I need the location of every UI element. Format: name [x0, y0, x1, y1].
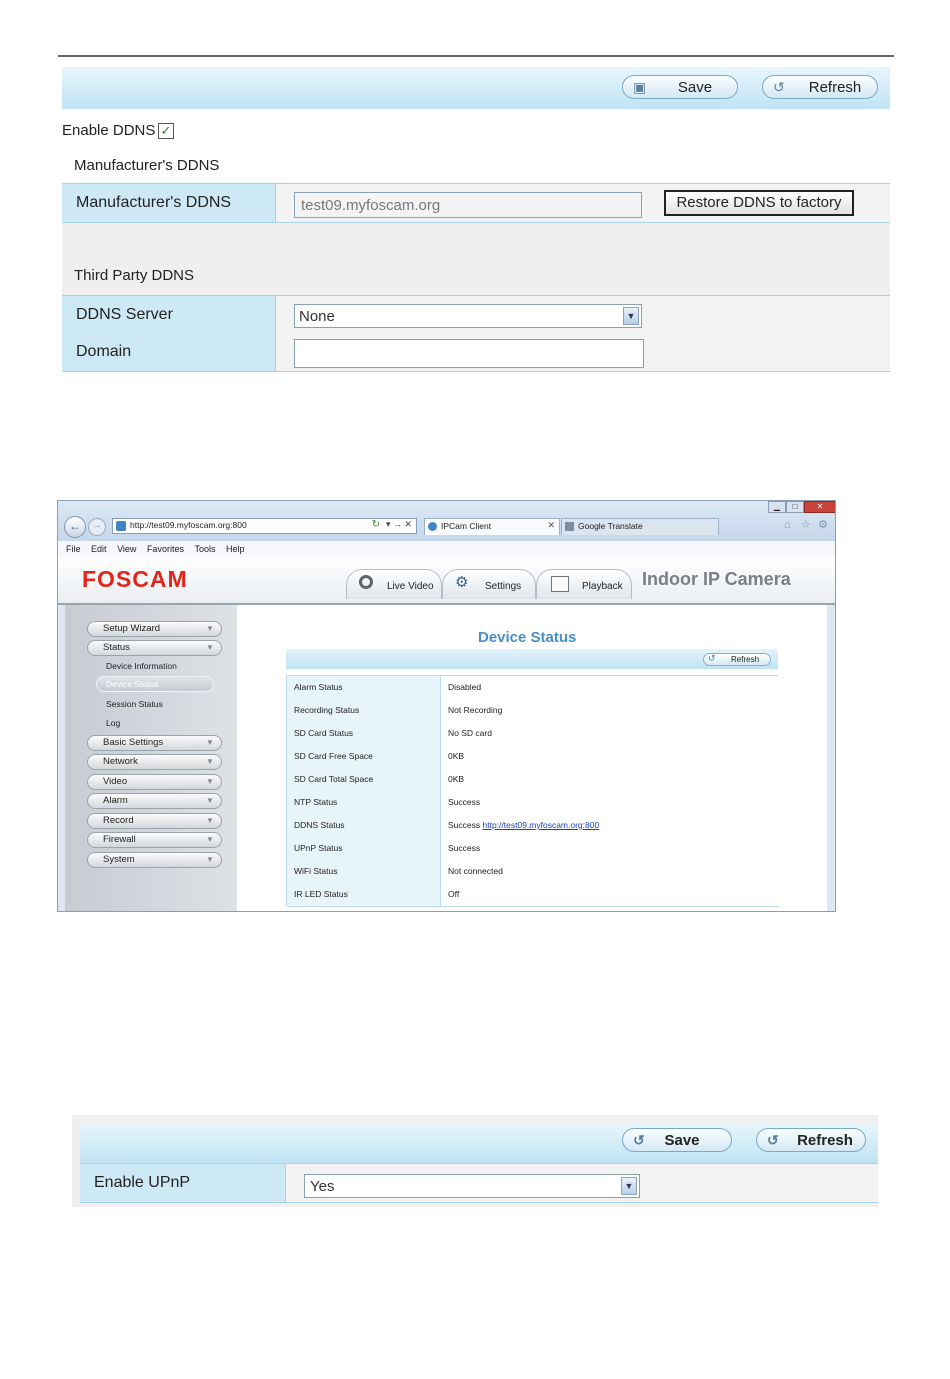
domain-row [62, 333, 890, 372]
enable-upnp-value: Yes [310, 1178, 335, 1195]
page-top-rule [58, 55, 894, 57]
sidebar-sub-session-status[interactable]: Session Status [106, 699, 163, 709]
close-window-button[interactable]: ✕ [804, 501, 836, 513]
status-key: WiFi Status [287, 860, 441, 883]
chevron-down-icon: ▼ [206, 796, 214, 805]
chevron-down-icon: ▼ [206, 624, 214, 633]
page-icon [116, 521, 126, 531]
save-label: Save [677, 78, 713, 96]
sidebar-item-setup-wizard[interactable] [87, 621, 222, 637]
sidebar-label: Alarm [103, 795, 128, 806]
refresh-icon: ↺ [767, 1132, 779, 1148]
sidebar-label: Basic Settings [103, 737, 164, 748]
device-status-title: Device Status [478, 629, 577, 646]
camera-icon [359, 575, 373, 589]
nav-settings[interactable] [442, 569, 536, 599]
manufacturer-ddns-field[interactable]: test09.myfoscam.org [294, 192, 642, 218]
enable-upnp-select[interactable] [304, 1174, 640, 1198]
table-row [287, 722, 779, 746]
status-key: SD Card Total Space [287, 768, 441, 791]
chevron-down-icon: ▼ [206, 757, 214, 766]
chevron-down-icon: ▼ [206, 816, 214, 825]
upnp-refresh-label: Refresh [797, 1131, 853, 1149]
forward-button[interactable]: → [88, 518, 106, 536]
chevron-down-icon: ▼ [206, 738, 214, 747]
sidebar-label: Setup Wizard [103, 623, 161, 634]
product-title: Indoor IP Camera [642, 569, 791, 589]
enable-upnp-label: Enable UPnP [80, 1164, 286, 1202]
refresh-icon: ↺ [773, 79, 785, 95]
save-icon: ↺ [633, 1132, 645, 1148]
sidebar-item-alarm[interactable] [87, 793, 222, 809]
status-key: DDNS Status [287, 814, 441, 837]
status-value-with-link [448, 814, 599, 837]
table-row [287, 699, 779, 723]
status-key: NTP Status [287, 791, 441, 814]
domain-label: Domain [62, 333, 276, 371]
refresh-label: Refresh [808, 78, 862, 96]
tab-ipcam-label: IPCam Client [441, 521, 492, 531]
sidebar-sub-log[interactable]: Log [106, 718, 121, 728]
sidebar-label: Video [103, 776, 128, 787]
foscam-logo: FOSCAM [82, 566, 188, 592]
sidebar-item-status[interactable] [87, 640, 222, 656]
address-bar[interactable] [112, 518, 417, 534]
table-row [287, 860, 779, 884]
sidebar-label: Network [103, 756, 138, 767]
browser-window [57, 500, 836, 912]
tab-close-icon[interactable]: ✕ [547, 520, 555, 530]
status-value: 0KB [448, 751, 465, 761]
home-icon[interactable]: ⌂ [784, 519, 791, 531]
ddns-url-link[interactable]: http://test09.myfoscam.org:800 [482, 820, 600, 830]
menu-file[interactable]: File [66, 544, 81, 554]
sidebar-item-record[interactable] [87, 813, 222, 829]
ddns-server-label: DDNS Server [62, 296, 276, 334]
menu-bar [58, 541, 836, 557]
foscam-header [58, 557, 836, 603]
save-button[interactable] [622, 75, 738, 99]
ddns-panel [62, 67, 890, 372]
enable-ddns-checkbox[interactable]: ✓ [158, 123, 174, 139]
enable-ddns-row [62, 109, 890, 141]
tab-ipcam-client[interactable] [424, 518, 560, 535]
sidebar-label: System [103, 854, 135, 865]
gear-icon[interactable]: ⚙ [818, 519, 828, 531]
upnp-refresh-button[interactable] [756, 1128, 866, 1152]
table-row [287, 837, 779, 861]
sidebar-sub-device-information[interactable]: Device Information [106, 661, 177, 671]
minimize-button[interactable]: ▁ [768, 501, 786, 513]
stop-icon[interactable]: ▾ → ✕ [385, 519, 412, 529]
manufacturer-heading: Manufacturer's DDNS [74, 157, 220, 174]
save-icon: ▣ [633, 79, 647, 95]
film-icon [551, 576, 569, 592]
status-key: SD Card Status [287, 722, 441, 745]
sidebar-sub-label: Device Status [106, 679, 159, 689]
ddns-server-value: None [299, 308, 335, 325]
tab-translate-label: Google Translate [578, 521, 643, 531]
tab-google-translate[interactable] [561, 518, 719, 535]
sidebar-label: Record [103, 815, 134, 826]
favorites-star-icon[interactable]: ☆ [801, 519, 811, 531]
maximize-button[interactable]: □ [786, 501, 804, 513]
chevron-down-icon[interactable]: ▼ [623, 307, 639, 325]
menu-help[interactable]: Help [226, 544, 245, 554]
chevron-down-icon: ▼ [206, 643, 214, 652]
device-status-content [237, 605, 827, 912]
menu-edit[interactable]: Edit [91, 544, 107, 554]
menu-favorites[interactable]: Favorites [146, 544, 184, 554]
device-status-refresh-label: Refresh [731, 655, 760, 664]
chevron-down-icon[interactable]: ▼ [621, 1177, 637, 1195]
status-key: UPnP Status [287, 837, 441, 860]
sidebar-item-network[interactable] [87, 754, 222, 770]
manufacturer-ddns-label: Manufacturer's DDNS [62, 184, 276, 222]
nav-live-video-label: Live Video [387, 581, 434, 592]
status-value: Success [448, 820, 481, 830]
table-row [287, 768, 779, 792]
chevron-down-icon: ▼ [206, 855, 214, 864]
status-value: Disabled [448, 682, 482, 692]
chevron-down-icon: ▼ [206, 777, 214, 786]
nav-live-video[interactable] [346, 569, 442, 599]
menu-tools[interactable]: Tools [194, 544, 216, 554]
status-key: Alarm Status [287, 676, 441, 699]
status-key: Recording Status [287, 699, 441, 722]
device-status-refresh-button[interactable] [703, 653, 771, 666]
status-value: Success [448, 797, 481, 807]
table-row [287, 791, 779, 815]
sidebar-item-firewall[interactable] [87, 832, 222, 848]
reload-icon[interactable]: ↻ [371, 519, 380, 530]
device-status-table [286, 675, 778, 906]
upnp-save-label: Save [664, 1131, 700, 1149]
back-button[interactable]: ← [64, 516, 86, 538]
settings-gear-icon: ⚙ [455, 574, 469, 591]
sidebar-label: Status [103, 642, 130, 653]
table-row [287, 676, 779, 700]
status-value: No SD card [448, 728, 492, 738]
table-row [287, 814, 779, 838]
status-key: SD Card Free Space [287, 745, 441, 768]
nav-settings-label: Settings [485, 581, 522, 592]
upnp-save-button[interactable] [622, 1128, 732, 1152]
nav-playback[interactable] [536, 569, 632, 599]
translate-icon [565, 522, 574, 531]
sidebar-item-basic-settings[interactable] [87, 735, 222, 751]
sidebar-item-video[interactable] [87, 774, 222, 790]
manufacturer-ddns-row [62, 183, 890, 223]
status-value: Success [448, 843, 481, 853]
refresh-icon: ↺ [708, 653, 716, 663]
refresh-button[interactable] [762, 75, 878, 99]
restore-ddns-button[interactable]: Restore DDNS to factory [664, 190, 854, 216]
status-value: Not Recording [448, 705, 503, 715]
sidebar-sub-device-status[interactable] [96, 676, 214, 692]
ddns-server-row [62, 295, 890, 335]
upnp-panel [72, 1115, 878, 1207]
tab-page-icon [428, 522, 437, 531]
chevron-down-icon: ▼ [206, 835, 214, 844]
enable-upnp-row [80, 1163, 878, 1203]
status-value: Off [448, 889, 460, 899]
domain-input[interactable] [294, 339, 644, 368]
status-value: 0KB [448, 774, 465, 784]
table-row [287, 745, 779, 769]
sidebar-label: Firewall [103, 834, 136, 845]
nav-playback-label: Playback [582, 581, 623, 592]
status-key: IR LED Status [287, 883, 441, 906]
sidebar [65, 605, 237, 912]
sidebar-item-system[interactable] [87, 852, 222, 868]
ddns-server-select[interactable] [294, 304, 642, 328]
status-value: Not connected [448, 866, 503, 876]
url-text: http://test09.myfoscam.org:800 [130, 520, 247, 530]
third-party-heading: Third Party DDNS [74, 267, 195, 284]
menu-view[interactable]: View [117, 544, 137, 554]
table-row [287, 883, 779, 907]
enable-ddns-label: Enable DDNS [62, 122, 156, 139]
